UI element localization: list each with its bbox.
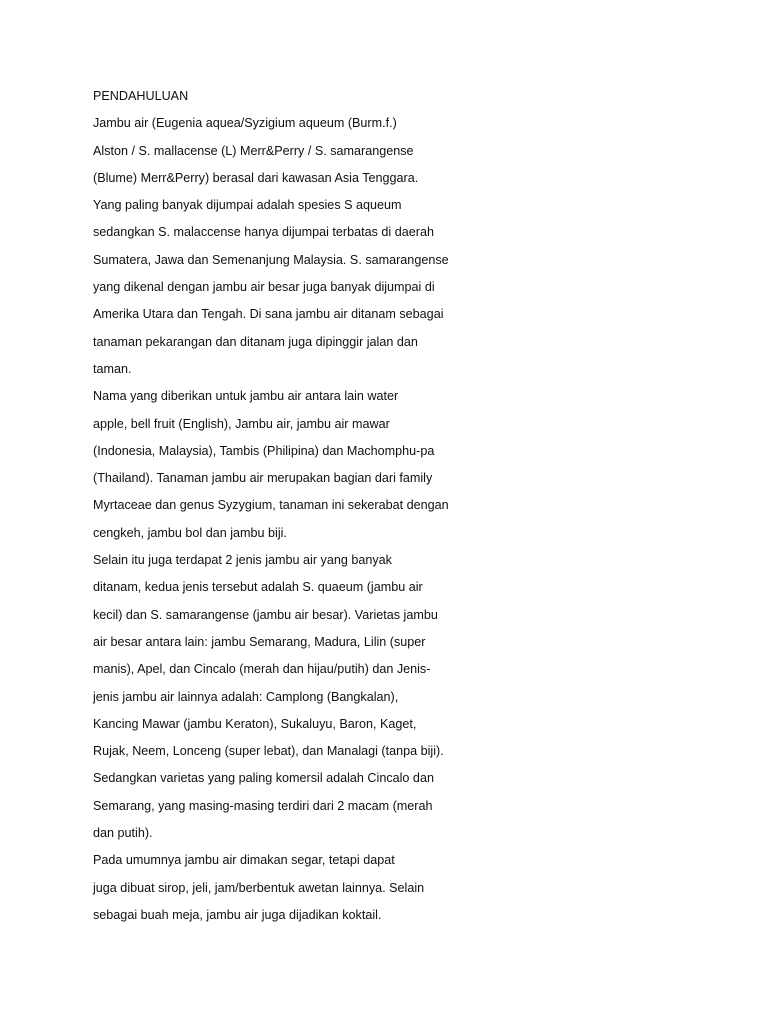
text-line-23: Kancing Mawar (jambu Keraton), Sukaluyu, Baron, Kaget, — [93, 716, 417, 731]
text-line-27: dan putih). — [93, 826, 153, 841]
text-line-29: juga dibuat sirop, jeli, jam/berbentuk awetan lainnya. Selain — [93, 880, 425, 895]
text-line-14: (Thailand). Tanaman jambu air merupakan bagian dari family — [93, 471, 433, 486]
text-line-9: tanaman pekarangan dan ditanam juga dipinggir jalan dan — [93, 334, 418, 349]
text-line-20: air besar antara lain: jambu Semarang, Madura, Lilin (super — [93, 634, 426, 649]
text-line-13: (Indonesia, Malaysia), Tambis (Philipina) dan Machomphu-pa — [93, 443, 435, 458]
text-line-22: jenis jambu air lainnya adalah: Camplong (Bangkalan), — [93, 689, 399, 704]
heading-pendahuluan: PENDAHULUAN — [93, 89, 189, 103]
text-line-19: kecil) dan S. samarangense (jambu air besar). Varietas jambu — [93, 607, 438, 622]
text-line-28: Pada umumnya jambu air dimakan segar, tetapi dapat — [93, 853, 395, 868]
text-line-12: apple, bell fruit (English), Jambu air, jambu air mawar — [93, 416, 390, 431]
text-line-15: Myrtaceae dan genus Syzygium, tanaman ini sekerabat dengan — [93, 498, 449, 513]
text-line-4: Yang paling banyak dijumpai adalah spesies S aqueum — [93, 198, 402, 213]
text-line-18: ditanam, kedua jenis tersebut adalah S. quaeum (jambu air — [93, 580, 423, 595]
text-line-17: Selain itu juga terdapat 2 jenis jambu air yang banyak — [93, 553, 392, 568]
text-line-5: sedangkan S. malaccense hanya dijumpai terbatas di daerah — [93, 225, 434, 240]
text-line-8: Amerika Utara dan Tengah. Di sana jambu air ditanam sebagai — [93, 307, 444, 322]
text-line-30: sebagai buah meja, jambu air juga dijadikan koktail. — [93, 907, 382, 922]
document-page — [93, 83, 693, 929]
text-line-24: Rujak, Neem, Lonceng (super lebat), dan Manalagi (tanpa biji). — [93, 744, 444, 759]
text-line-1: Jambu air (Eugenia aquea/Syzigium aqueum (Burm.f.) — [93, 116, 397, 131]
text-line-6: Sumatera, Jawa dan Semenanjung Malaysia. S. samarangense — [93, 252, 449, 267]
text-line-7: yang dikenal dengan jambu air besar juga banyak dijumpai di — [93, 280, 435, 295]
text-line-26: Semarang, yang masing-masing terdiri dari 2 macam (merah — [93, 798, 433, 813]
text-line-3: (Blume) Merr&Perry) berasal dari kawasan Asia Tenggara. — [93, 170, 419, 185]
text-line-25: Sedangkan varietas yang paling komersil adalah Cincalo dan — [93, 771, 434, 786]
text-line-11: Nama yang diberikan untuk jambu air antara lain water — [93, 389, 399, 404]
text-line-21: manis), Apel, dan Cincalo (merah dan hijau/putih) dan Jenis- — [93, 662, 431, 677]
text-line-10: taman. — [93, 361, 132, 376]
text-line-16: cengkeh, jambu bol dan jambu biji. — [93, 525, 287, 540]
text-line-2: Alston / S. mallacense (L) Merr&Perry / S. samarangense — [93, 143, 414, 158]
